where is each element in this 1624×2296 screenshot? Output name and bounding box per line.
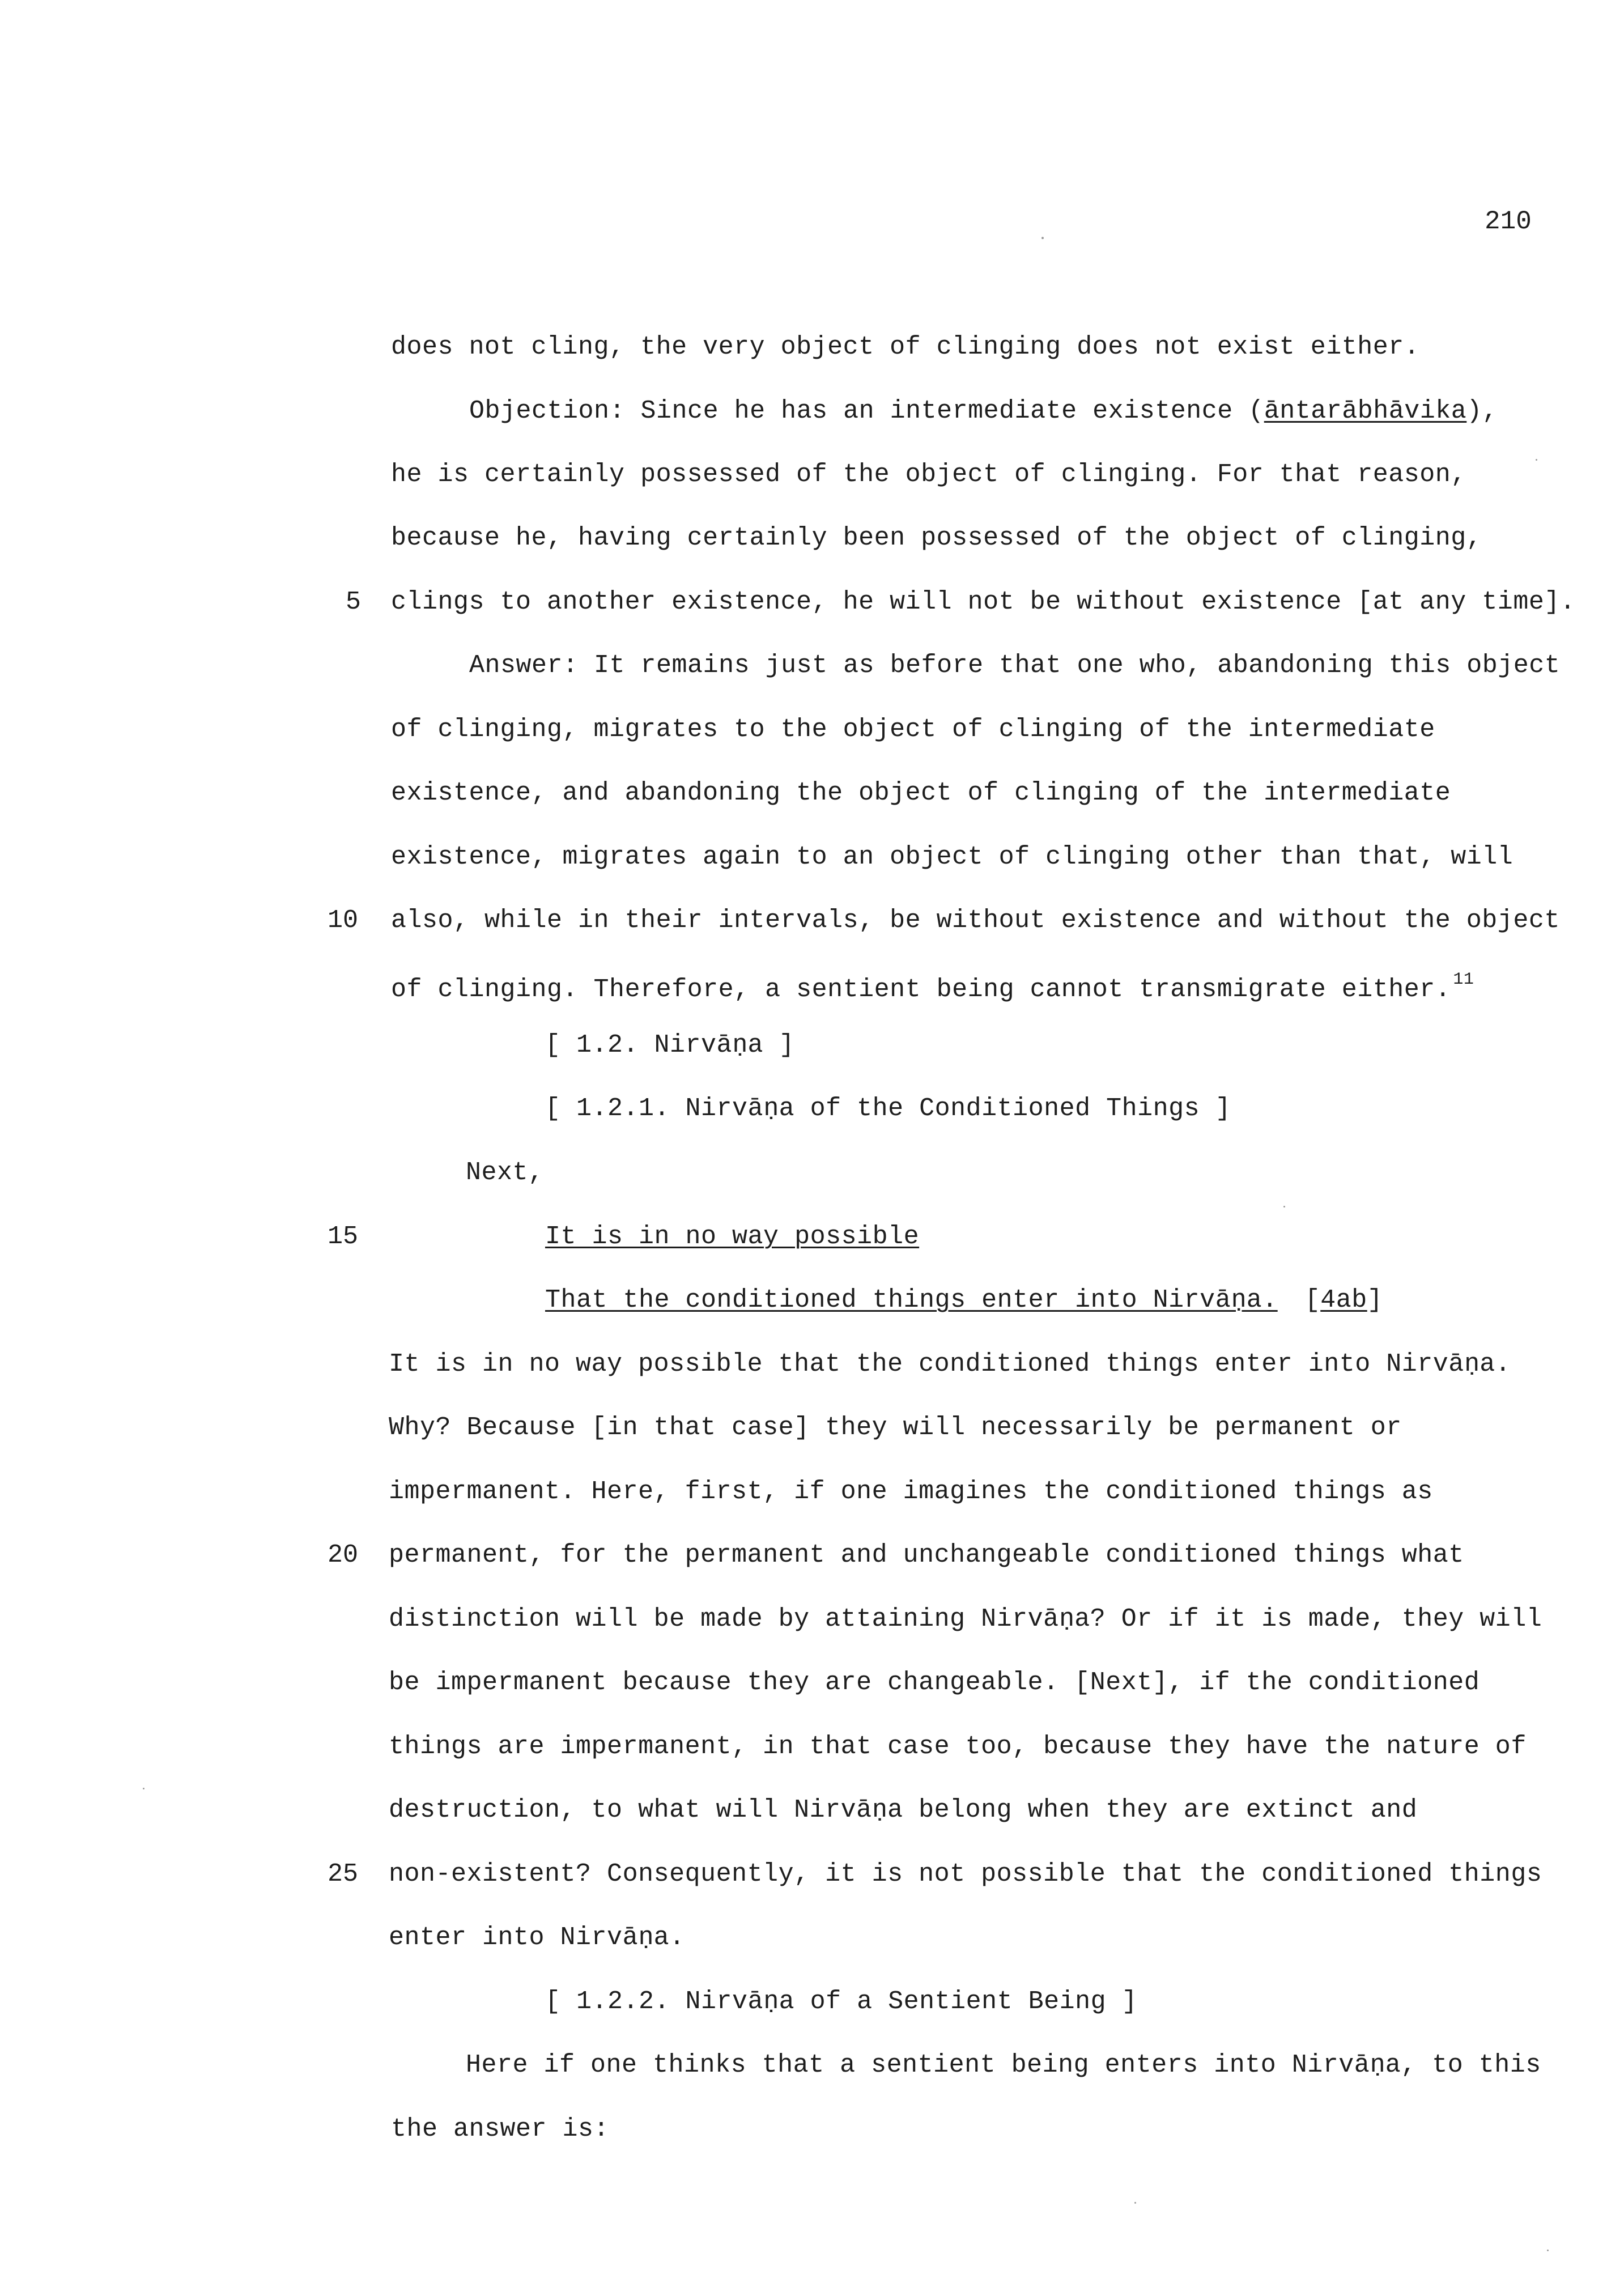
- term-antarabhavika: āntarābhāvika: [1264, 397, 1467, 426]
- text-line-9: existence, migrates again to an object of clinging other than that, will: [391, 843, 1514, 871]
- text-line-4: because he, having certainly been possessed of the object of clinging,: [391, 524, 1482, 552]
- text-line-26: enter into Nirvāṇa.: [389, 1923, 685, 1952]
- scan-speck: [1536, 459, 1537, 461]
- verse-ref-open: [: [1304, 1286, 1321, 1315]
- text-line-7: of clinging, migrates to the object of clinging of the intermediate: [391, 715, 1435, 744]
- text-line-6: Answer: It remains just as before that one who, abandoning this object: [469, 651, 1561, 680]
- objection-text-end: ),: [1466, 397, 1498, 426]
- text-line-2: [469, 398, 1498, 424]
- text-line-24: destruction, to what will Nirvāṇa belong when they are extinct and: [389, 1796, 1418, 1825]
- verse-text: That the conditioned things enter into Nirvāṇa.: [545, 1286, 1278, 1315]
- scan-speck: [1041, 237, 1044, 239]
- text-line-28: Here if one thinks that a sentient being enters into Nirvāṇa, to this: [466, 2051, 1541, 2080]
- line-number-10: 10: [328, 906, 359, 935]
- line-number-20: 20: [328, 1541, 359, 1570]
- section-heading-1-2-2: [ 1.2.2. Nirvāṇa of a Sentient Being ]: [545, 1987, 1138, 2016]
- verse-line-2: [545, 1287, 1383, 1313]
- text-line-20: permanent, for the permanent and unchangeable conditioned things what: [389, 1541, 1464, 1570]
- text-line-23: things are impermanent, in that case too, because they have the nature of: [389, 1732, 1527, 1761]
- section-heading-1-2-1: [ 1.2.1. Nirvāṇa of the Conditioned Things ]: [545, 1094, 1231, 1123]
- text-line-17: It is in no way possible that the conditioned things enter into Nirvāṇa.: [389, 1350, 1511, 1379]
- page-number: 210: [1485, 207, 1532, 236]
- objection-text: Objection: Since he has an intermediate existence (: [469, 397, 1264, 426]
- text-line-3: he is certainly possessed of the object of clinging. For that reason,: [391, 460, 1466, 489]
- text-line-25: non-existent? Consequently, it is not possible that the conditioned things: [389, 1860, 1542, 1889]
- text-line-1: does not cling, the very object of clinging does not exist either.: [391, 333, 1420, 362]
- text-line-5: clings to another existence, he will not be without existence [at any time].: [391, 588, 1576, 616]
- footnote-marker: 11: [1453, 970, 1474, 989]
- scan-speck: [143, 1788, 144, 1789]
- scan-speck: [1134, 2202, 1136, 2204]
- section-heading-1-2: [ 1.2. Nirvāṇa ]: [545, 1031, 795, 1060]
- text-line-29: the answer is:: [391, 2115, 610, 2144]
- text-line-22: be impermanent because they are changeable. [Next], if the conditioned: [389, 1668, 1480, 1697]
- text-line-14: Next,: [466, 1158, 544, 1187]
- scan-speck: [1547, 2250, 1549, 2251]
- verse-line-1: It is in no way possible: [545, 1222, 920, 1251]
- text-line-19: impermanent. Here, first, if one imagines the conditioned things as: [389, 1477, 1433, 1506]
- verse-ref: 4ab: [1320, 1286, 1367, 1315]
- text-line-10: also, while in their intervals, be without existence and without the object: [391, 906, 1560, 935]
- conclusion-text: of clinging. Therefore, a sentient being cannot transmigrate either.: [391, 975, 1451, 1004]
- line-number-25: 25: [328, 1860, 359, 1889]
- verse-ref-close: ]: [1367, 1286, 1383, 1315]
- text-line-21: distinction will be made by attaining Nirvāṇa? Or if it is made, they will: [389, 1605, 1542, 1634]
- text-line-18: Why? Because [in that case] they will necessarily be permanent or: [389, 1413, 1402, 1442]
- line-number-15: 15: [328, 1222, 359, 1251]
- scan-speck: [1283, 1206, 1285, 1207]
- text-line-8: existence, and abandoning the object of clinging of the intermediate: [391, 779, 1451, 807]
- line-number-5: 5: [346, 588, 362, 616]
- text-line-11: [391, 971, 1474, 1002]
